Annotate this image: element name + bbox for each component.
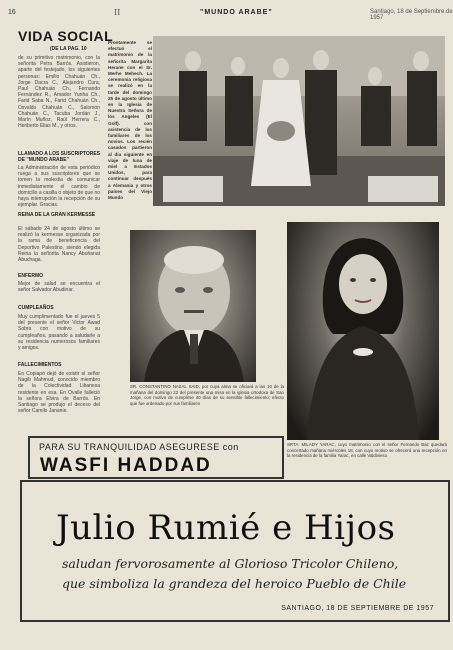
magazine-title: "MUNDO ARABE" xyxy=(200,9,273,16)
section-text: Muy cumplimentado fue el jueves 5 del presente el señor Victor Awad Sobra con motivo de su cumpleaños, pasando a saludarle a su residencia numerosos familiares y amigos. xyxy=(18,314,100,352)
ad-haddad-tagline: PARA SU TRANQUILIDAD ASEGURESE con xyxy=(39,442,239,452)
section-text: La Administración de esta periódico ruega a sus suscriptores que se tomen la molestia de comunicar inmediatamente el cambio de domicilio a casilla o objeto de que no haya interrupción la recepción de su ejemplar. Gracias. xyxy=(18,165,100,209)
wedding-article: Prontamente se efectuó el matrimonio de la señorita Margarita Herane con el Sr. Merhe Mehech. La ceremonia religiosa se realizó en la tarde del domingo 25 de agosto último en la Iglesia de Nuestra Señora de los Angeles (El Golf). con asistencia de los familiares de los novios. Los recién casados partieron al día siguiente en viaje de luna de miel a Estados Unidos, para continuar después a Alemania y otros países del Viejo Mundo xyxy=(108,40,152,201)
wedding-photo-illustration xyxy=(153,36,445,206)
page-number: 16 xyxy=(8,9,16,16)
man-portrait-illustration xyxy=(130,230,256,382)
continued-note: (DE LA PAG. 10 xyxy=(50,46,87,52)
portrait-milady-yarac xyxy=(287,222,439,440)
vida-social-body: de su primitivo matrimonio, con la señorita Petra Barrós. Asistieron, aparte del festejado, los siguientes personas: Emilio Chahuán Ch., Jorge Dacra C., Alejandro Cura, Paul Chahuán Ch., Fernando Fernández R., Amador Yunha Ch., Farid Saba N., Farid Chahuán Ch., Osvaldo Chahuán C., Salomón Chahuán C., Tacuba Jordán J., Marín Muñoz, Raúl Herrera C., Heriberto Elias M., y otros. xyxy=(18,55,100,130)
wedding-photo xyxy=(153,36,445,206)
section-text: Mejor de salud se encuentra el señor Salvador Abudinar. xyxy=(18,281,100,294)
page-mark: II xyxy=(114,8,121,17)
ad-rumie-title: Julio Rumié e Hijos xyxy=(56,508,396,548)
caption-milady-yarac: SRTA. MILADY YARAC, cuyo matrimonio con el señor Fernando Baz quedará concertado mañana miércoles 18, con cuyo motivo se ofrecerá una recepción en la residencia de la familia Yarac, en calle Valdivieso xyxy=(287,442,447,459)
vida-social-title: VIDA SOCIAL xyxy=(18,28,114,44)
section-heading: REINA DE LA GRAN KERMESSE xyxy=(18,212,96,218)
section-heading: CUMPLEAÑOS xyxy=(18,305,54,311)
section-text: En Copiapó dejó de existir el señor Nagib Mahmud, conocido miembro de la Colectividad Libanesa residente en esa. En Ovalle falleció la señora Elvira de Barrós. En Santiago se produjo el deceso del señor Camilo Jananie. xyxy=(18,371,100,415)
ad-rumie-date: SANTIAGO, 18 DE SEPTIEMBRE DE 1957 xyxy=(281,605,434,612)
ad-rumie-line-2: que simboliza la grandeza del heroico Pueblo de Chile xyxy=(62,576,407,591)
ad-julio-rumie xyxy=(20,480,450,622)
ad-wasfi-haddad xyxy=(28,436,284,479)
ad-rumie-line-1: saludan fervorosamente al Glorioso Tricolor Chileno, xyxy=(62,556,399,571)
section-heading: ENFERMO xyxy=(18,273,43,279)
portrait-constantino-nazal xyxy=(130,230,256,382)
section-text: El sábado 24 de agosto último se realizó la kermesse organizada por la rama de beneficencia del Deportivo Palestino, siendo elegida Reina la señorita Nancy Abuhanat Abuchaga. xyxy=(18,226,100,264)
issue-date: Santiago, 18 de Septiembre de 1957 xyxy=(370,9,453,21)
section-heading: LLAMADO A LOS SUSCRIPTORES DE "MUNDO ARABE" xyxy=(18,151,101,163)
woman-portrait-illustration xyxy=(287,222,439,440)
ad-haddad-name: WASFI HADDAD xyxy=(40,455,212,476)
section-heading: FALLECIMIENTOS xyxy=(18,362,62,368)
caption-constantino-nazal: SR. CONSTANTINO NAZAL SAID, por cuya alma se oficiará a las 10 de la mañana del domingo 22 del presente una misa en la iglesia ortodoxa de San Jorge, con motivo de cumplirse 40 días de su sensible fallecimiento; efecto que fue ordenado por sus familiares xyxy=(130,384,284,406)
